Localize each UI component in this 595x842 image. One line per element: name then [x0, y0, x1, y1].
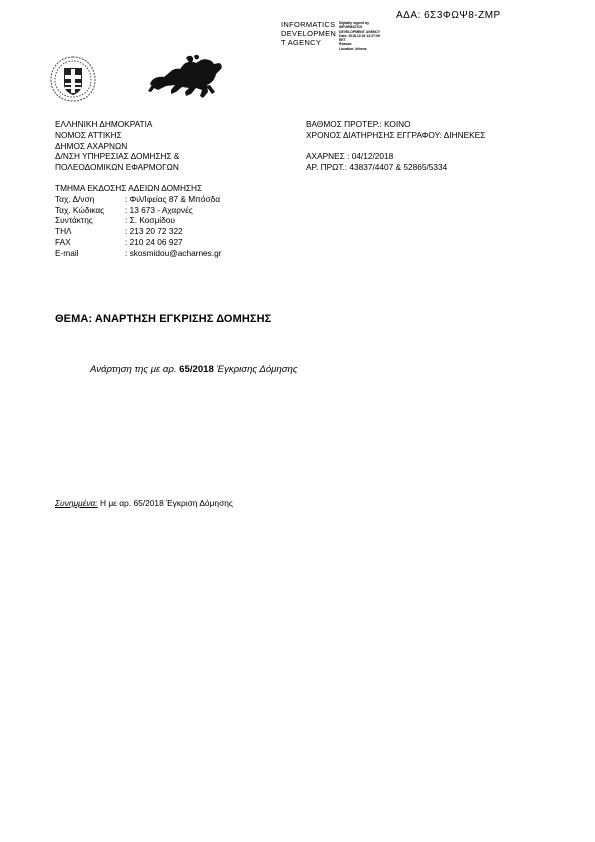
authority-line: ΠΟΛΕΟΔΟΜΙΚΩΝ ΕΦΑΡΜΟΓΩΝ [55, 162, 179, 173]
contact-row: FAX : 210 24 06 927 [55, 236, 183, 247]
retention-label: ΧΡΟΝΟΣ ΔΙΑΤΗΡΗΣΗΣ ΕΓΓΡΑΦΟΥ: ΔΙΗΝΕΚΕΣ [306, 129, 486, 140]
contact-row: ΤΗΛ : 213 20 72 322 [55, 226, 183, 237]
contact-row: Συντάκτης : Σ. Κοσμίδου [55, 215, 175, 226]
authority-line: ΔΗΜΟΣ ΑΧΑΡΝΩΝ [55, 140, 128, 151]
enclosure-line [55, 498, 233, 508]
authority-line: Δ/ΝΣΗ ΥΠΗΡΕΣΙΑΣ ΔΟΜΗΣΗΣ & [55, 151, 180, 162]
authority-header [55, 119, 179, 173]
contact-row: E-mail : skosmidou@acharnes.gr [55, 247, 222, 258]
document-meta [306, 119, 485, 173]
signature-stamp-issuer: INFORMATICS DEVELOPMEN T AGENCY [281, 20, 337, 47]
subject-line: ΘΕΜΑ: ΑΝΑΡΤΗΣΗ ΕΓΚΡΙΣΗΣ ΔΟΜΗΣΗΣ [55, 313, 272, 325]
priority-label: ΒΑΘΜΟΣ ΠΡΟΤΕΡ.: ΚΟΙΝΟ [306, 119, 411, 129]
spacer [306, 141, 485, 152]
ada-code: ΑΔΑ: 6Σ3ΦΩΨ8-ΖΜΡ [396, 10, 501, 21]
signature-stamp-details: Digitally signed by INFORMATICS DEVELOPMENT AGENCY Date: 2018.12.04 12:27:09 EET Reason: Location: Athens [339, 21, 381, 51]
protocol-number: ΑΡ. ΠΡΩΤ.: 43837/4407 & 52865/5334 [306, 162, 448, 173]
approval-number: 65/2018 [179, 364, 214, 375]
enclosure-label: Συνημμένα: [55, 498, 98, 508]
email-link[interactable]: : skosmidou@acharnes.gr [125, 247, 222, 258]
contact-row: Ταχ. Κώδικας : 13 673 - Αχαρνές [55, 204, 193, 215]
contact-row: Ταχ. Δ/νση : Φιλ/Ιφείας 87 & Μπόσδα [55, 193, 221, 204]
document-date: ΑΧΑΡΝΕΣ : 04/12/2018 [306, 151, 394, 162]
department-block [55, 183, 222, 259]
enclosure-text: Η με αρ. 65/2018 Έγκριση Δόμησης [97, 498, 233, 508]
authority-line: ΝΟΜΟΣ ΑΤΤΙΚΗΣ [55, 129, 122, 140]
greek-emblem-icon [48, 54, 98, 104]
horses-logo-icon [146, 54, 226, 100]
authority-line: ΕΛΛΗΝΙΚΗ ΔΗΜΟΚΡΑΤΙΑ [55, 119, 153, 129]
department-title: ΤΜΗΜΑ ΕΚΔΟΣΗΣ ΑΔΕΙΩΝ ΔΟΜΗΣΗΣ [55, 183, 203, 193]
body-text: Ανάρτηση της με αρ. 65/2018 Έγκρισης Δόμησης [90, 364, 298, 375]
contact-table [55, 194, 222, 259]
